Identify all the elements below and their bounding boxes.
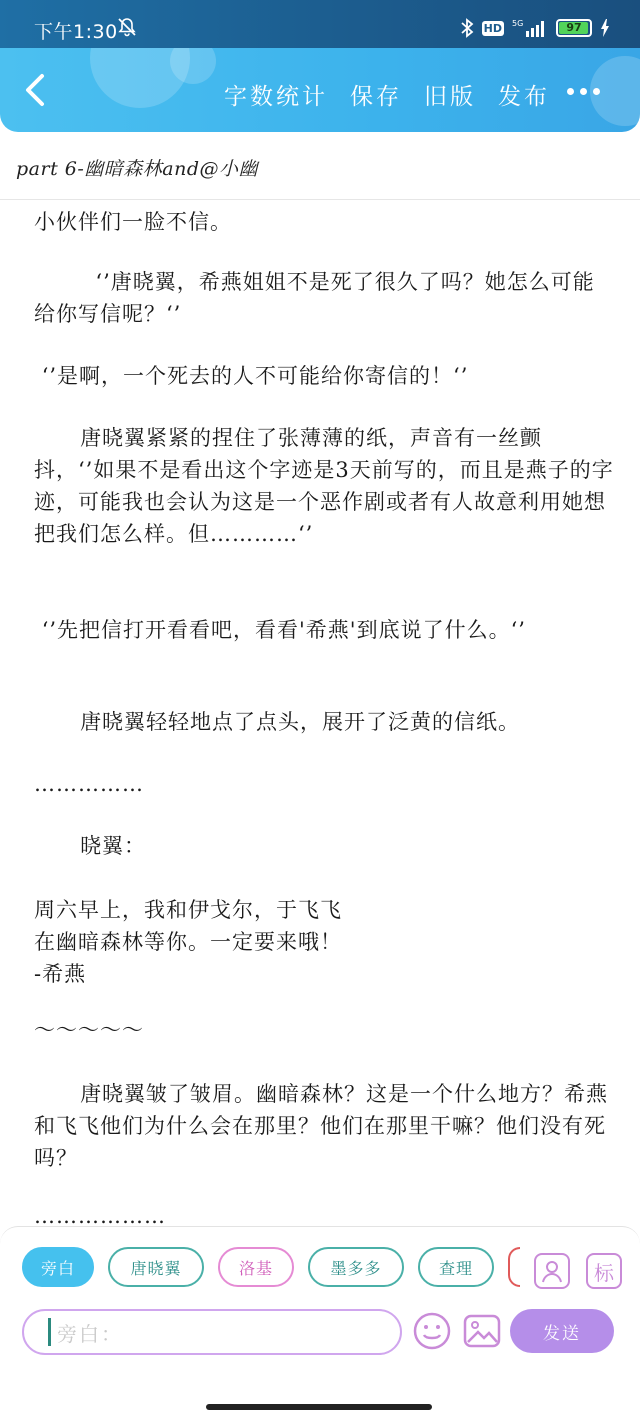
more-options-button[interactable] xyxy=(567,88,600,95)
person-icon xyxy=(540,1258,564,1284)
paragraph: ～～～～～ xyxy=(34,1018,144,1042)
message-input[interactable] xyxy=(22,1309,402,1355)
header-actions xyxy=(224,78,550,111)
paragraph: 唐晓翼轻轻地点了点头，展开了泛黄的信纸。 xyxy=(34,710,521,734)
paragraph: ……………… xyxy=(34,1204,166,1225)
bluetooth-icon xyxy=(460,17,474,39)
text-caret xyxy=(48,1318,51,1346)
mark-icon[interactable]: 标 xyxy=(586,1253,622,1289)
message-input-placeholder: 旁白： xyxy=(57,1321,123,1346)
hd-icon: HD xyxy=(483,21,502,35)
chapter-title-bar[interactable] xyxy=(0,132,640,200)
battery-icon xyxy=(556,19,592,37)
role-chip-loki[interactable]: 洛基 xyxy=(218,1247,294,1287)
charging-icon xyxy=(600,19,610,37)
story-content[interactable] xyxy=(34,200,614,1225)
role-chip-charlie[interactable]: 查理 xyxy=(418,1247,494,1287)
emoji-icon[interactable] xyxy=(412,1311,452,1351)
paragraph: …………… xyxy=(34,772,144,796)
signal-icon xyxy=(512,17,548,39)
role-chip-tang-xiaoyi[interactable]: 唐晓翼 xyxy=(108,1247,204,1287)
send-button[interactable]: 发送 xyxy=(510,1309,614,1353)
more-dot xyxy=(593,88,600,95)
back-button[interactable] xyxy=(20,70,50,110)
more-dot xyxy=(580,88,587,95)
paragraph: 唐晓翼皱了皱眉。幽暗森林？这是一个什么地方？希燕和飞飞他们为什么会在那里？他们在那里干嘛？他们没有死吗？ xyxy=(34,1082,609,1170)
status-bar xyxy=(0,0,640,48)
chapter-title[interactable]: part 6-幽暗森林and@小幽 xyxy=(16,158,258,180)
paragraph: ‘’是啊，一个死去的人不可能给你寄信的！‘’ xyxy=(34,364,469,388)
publish-button[interactable]: 发布 xyxy=(498,84,550,110)
save-button[interactable]: 保存 xyxy=(350,84,402,110)
paragraph: 晓翼： xyxy=(34,834,147,858)
role-chip-moduoduo[interactable]: 墨多多 xyxy=(308,1247,404,1287)
paragraph: 小伙伴们一脸不信。 xyxy=(34,210,232,234)
word-count-button[interactable]: 字数统计 xyxy=(224,84,328,110)
home-indicator[interactable] xyxy=(206,1404,432,1410)
paragraph: ‘’唐晓翼，希燕姐姐不是死了很久了吗？她怎么可能给你写信呢？‘’ xyxy=(34,270,595,326)
battery-text: 97 xyxy=(566,21,582,34)
role-chip-narrator[interactable]: 旁白 xyxy=(22,1247,94,1287)
paragraph: 唐晓翼紧紧的捏住了张薄薄的纸，声音有一丝颤抖，‘’如果不是看出这个字迹是3天前写的，而且是燕子的字迹，可能我也会认为这是一个恶作剧或者有人故意利用她想把我们怎么样。但…………‘’ xyxy=(34,426,614,546)
role-chip-partial[interactable] xyxy=(508,1247,520,1287)
bottom-input-panel xyxy=(0,1226,640,1356)
character-icon[interactable] xyxy=(534,1253,570,1289)
old-version-button[interactable]: 旧版 xyxy=(424,84,476,110)
status-time: 下午1:30 xyxy=(34,21,118,43)
image-icon[interactable] xyxy=(462,1311,502,1351)
editor-header xyxy=(0,48,640,132)
more-dot xyxy=(567,88,574,95)
status-icons xyxy=(460,16,610,40)
svg-text:5G: 5G xyxy=(512,19,524,28)
mute-bell-icon xyxy=(116,16,138,38)
paragraph: 周六早上，我和伊戈尔，于飞飞 在幽暗森林等你。一定要来哦！ -希燕 xyxy=(34,898,342,986)
paragraph: ‘’先把信打开看看吧，看看'希燕'到底说了什么。‘’ xyxy=(34,618,526,642)
